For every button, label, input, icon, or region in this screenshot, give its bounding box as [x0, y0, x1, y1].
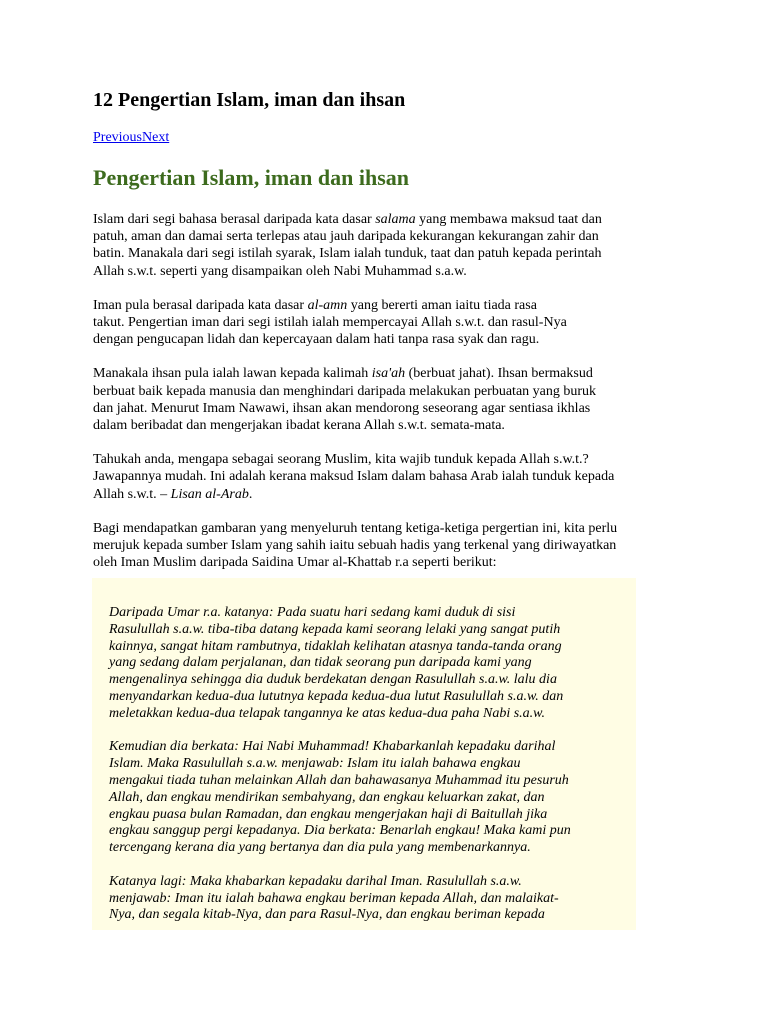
text-line: [93, 486, 683, 503]
text-line: batin. Manakala dari segi istilah syarak, Islam ialah tunduk, taat dan patuh kepada perintah: [93, 246, 602, 262]
previous-link[interactable]: Previous: [93, 130, 142, 145]
quote-line: Katanya lagi: Maka khabarkan kepadaku darihal Iman. Rasulullah s.a.w.: [109, 873, 522, 889]
italic-source: Lisan al-Arab: [170, 486, 249, 502]
paragraph-ihsan: [93, 365, 683, 434]
text-line: [93, 211, 683, 228]
paragraph-iman: [93, 297, 683, 349]
page-title: 12 Pengertian Islam, iman dan ihsan: [93, 89, 406, 111]
section-title: Pengertian Islam, iman dan ihsan: [93, 165, 409, 190]
quote-line: mengenalinya sehingga dia duduk berdekatan dengan Rasulullah s.a.w. lalu dia: [109, 672, 557, 688]
text-run: .: [248, 486, 253, 502]
quote-line: Allah, dan engkau mendirikan sembahyang, dan engkau keluarkan zakat, dan: [109, 789, 545, 805]
text-run: yang membawa maksud taat dan: [415, 212, 602, 227]
quote-paragraph: [109, 739, 629, 857]
italic-term: isa'ah: [371, 366, 406, 382]
text-line: dalam beribadat dan mengerjakan ibadat kerana Allah s.w.t. semata-mata.: [93, 418, 505, 434]
quote-line: Kemudian dia berkata: Hai Nabi Muhammad! Khabarkanlah kepadaku darihal: [109, 739, 556, 755]
quote-line: yang sedang dalam perjalanan, dan tidak seorang pun daripada kami yang: [109, 655, 532, 671]
quote-line: engkau puasa bulan Ramadan, dan engkau mengerjakan haji di Baitullah jika: [109, 806, 548, 822]
quote-line: mengakui tiada tuhan melainkan Allah dan bahawasanya Muhammad itu pesuruh: [109, 772, 569, 788]
text-line: dengan pengucapan lidah dan kepercayaan dalam hati tanpa rasa syak dan ragu.: [93, 332, 540, 348]
quote-line: Rasulullah s.a.w. tiba-tiba datang kepada kami seorang lelaki yang sangat putih: [109, 621, 561, 637]
hadith-quote-text: [109, 605, 629, 930]
text-line: Bagi mendapatkan gambaran yang menyeluruh tentang ketiga-ketiga pergertian ini, kita perlu: [93, 520, 618, 536]
quote-line: engkau sanggup pergi kepadanya. Dia berkata: Benarlah engkau! Maka kami pun: [109, 823, 571, 839]
text-line: takut. Pengertian iman dari segi istilah ialah mempercayai Allah s.w.t. dan rasul-Nya: [93, 315, 567, 331]
text-line: [93, 297, 683, 314]
text-line: berbuat baik kepada manusia dan menghindari daripada melakukan perbuatan yang buruk: [93, 383, 597, 399]
quote-line: tercengang kerana dia yang bertanya dan dia pula yang membenarkannya.: [109, 840, 531, 856]
quote-line: Nya, dan segala kitab-Nya, dan para Rasul-Nya, dan engkau beriman kepada: [109, 907, 545, 923]
quote-line: kainnya, sangat hitam rambutnya, tidaklah kelihatan atasnya tanda-tanda orang: [109, 638, 562, 654]
text-line: Tahukah anda, mengapa sebagai seorang Muslim, kita wajib tunduk kepada Allah s.w.t.?: [93, 452, 589, 468]
text-line: Jawapannya mudah. Ini adalah kerana maksud Islam dalam bahasa Arab ialah tunduk kepada: [93, 469, 615, 485]
text-line: dan jahat. Menurut Imam Nawawi, ihsan akan mendorong seseorang agar sentiasa ikhlas: [93, 400, 591, 416]
paragraph-islam: [93, 211, 683, 280]
text-run: yang bererti aman iaitu tiada rasa: [347, 297, 537, 313]
text-line: Allah s.w.t. seperti yang disampaikan oleh Nabi Muhammad s.a.w.: [93, 263, 467, 279]
document-body: [93, 84, 683, 571]
text-run: Islam dari segi bahasa berasal daripada kata dasar: [93, 212, 376, 227]
text-line: [93, 365, 683, 382]
text-run: Allah s.w.t. –: [93, 486, 171, 502]
text-run: (berbuat jahat). Ihsan bermaksud: [405, 366, 593, 382]
next-link[interactable]: Next: [142, 130, 170, 145]
hadith-quote-box: [92, 578, 636, 930]
paragraph-why-submit: [93, 451, 683, 503]
quote-line: Daripada Umar r.a. katanya: Pada suatu hari sedang kami duduk di sisi: [109, 605, 516, 620]
quote-line: meletakkan kedua-dua telapak tangannya ke atas kedua-dua paha Nabi s.a.w.: [109, 705, 545, 721]
quote-paragraph: [109, 605, 629, 723]
text-run: Iman pula berasal daripada kata dasar: [93, 297, 308, 313]
text-line: merujuk kepada sumber Islam yang sahih iaitu sebuah hadis yang terkenal yang diriwayatkan: [93, 538, 617, 554]
quote-line: Islam. Maka Rasulullah s.a.w. menjawab: Islam itu ialah bahawa engkau: [109, 756, 521, 772]
paragraph-hadith-intro: [93, 520, 683, 572]
pagination-links: [93, 131, 683, 145]
text-line: patuh, aman dan damai serta terlepas atau jauh daripada kekurangan kekurangan zahir dan: [93, 229, 599, 245]
italic-term: salama: [375, 212, 416, 227]
quote-paragraph: [109, 874, 629, 924]
quote-line: menyandarkan kedua-dua lututnya kepada kedua-dua lutut Rasulullah s.a.w. dan: [109, 688, 564, 704]
text-line: oleh Iman Muslim daripada Saidina Umar al-Khattab r.a seperti berikut:: [93, 555, 497, 571]
quote-line: menjawab: Iman itu ialah bahawa engkau beriman kepada Allah, dan malaikat-: [109, 890, 559, 906]
italic-term: al-amn: [307, 297, 348, 313]
text-run: Manakala ihsan pula ialah lawan kepada kalimah: [93, 366, 372, 382]
